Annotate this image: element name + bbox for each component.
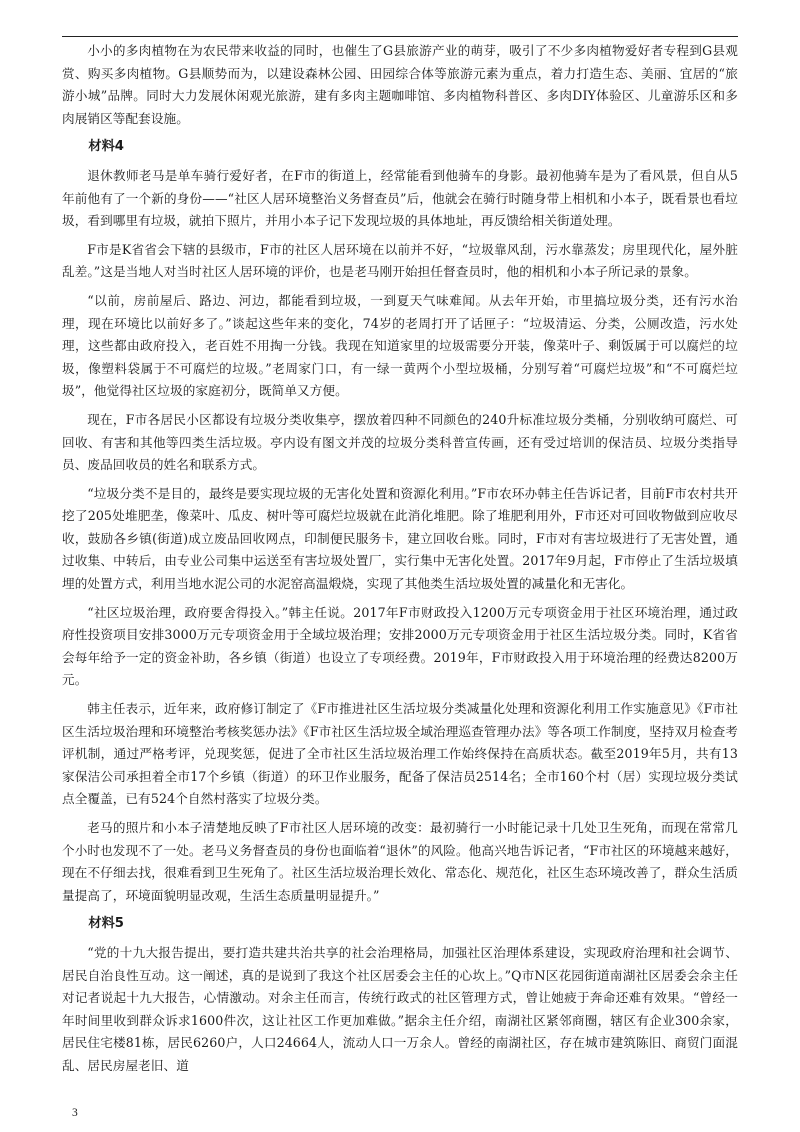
paragraph-intro: 小小的多肉植物在为农民带来收益的同时，也催生了G县旅游产业的萌芽，吸引了不少多肉植物爱好者专程到G县观赏、购买多肉植物。G县顺势而为，以建设森林公园、田园综合体等旅游元素为重点，着力打造生态、美丽、宜居的“旅游小城”品牌。同时大力发展休闲观光旅游，建有多肉主题咖啡馆、多肉植物科普区、多肉DIY体验区、儿童游乐区和多肉展销区等配套设施。 bbox=[62, 43, 738, 126]
paragraph: “以前，房前屋后、路边、河边，都能看到垃圾，一到夏天气味难闻。从去年开始，市里搞垃圾分类，还有污水治理，现在环境比以前好多了。”谈起这些年来的变化，74岁的老周打开了话匣子：“垃圾清运、分类，公厕改造，污水处理，这些都由政府投入，老百姓不用掏一分钱。我现在知道家里的垃圾需要分开装，像菜叶子、剩饭属于可以腐烂的垃圾，像塑料袋属于不可腐烂的垃圾。”老周家门口，有一绿一黄两个小型垃圾桶，分别写着“可腐烂垃圾”和“不可腐烂垃圾”，他觉得社区垃圾的家庭初分，既简单又方便。 bbox=[62, 292, 738, 399]
material-4-heading: 材料4 bbox=[88, 139, 124, 155]
paragraph: “党的十九大报告提出，要打造共建共治共享的社会治理格局，加强社区治理体系建设，实现政府治理和社会调节、居民自治良性互动。这一阐述，真的是说到了我这个社区居委会主任的心坎上。”Q市N区花园街道南湖社区居委会余主任对记者说起十九大报告，心情激动。对余主任而言，传统行政式的社区管理方式，曾让她疲于奔命还难有效果。“曾经一年时间里收到群众诉求1600件次，这让社区工作更加难做。”据余主任介绍，南湖社区紧邻商圈，辖区有企业300余家，居民住宅楼81栋，居民6260户，人口24664人，流动人口一万余人。曾经的南湖社区，存在城市建筑陈旧、商贸门面混乱、居民房屋老旧、道 bbox=[62, 944, 738, 1073]
page-number: 3 bbox=[72, 1107, 78, 1119]
paragraph: 老马的照片和小本子清楚地反映了F市社区人居环境的改变：最初骑行一小时能记录十几处卫生死角，而现在常常几个小时也发现不了一处。老马义务督查员的身份也面临着“退休”的风险。他高兴地告诉记者，“F市社区的环境越来越好，现在不仔细去找，很难看到卫生死角了。社区生活垃圾治理长效化、常态化、规范化，社区生态环境改善了，群众生活质量提高了，环境面貌明显改观，生活生态质量明显提升。” bbox=[62, 820, 738, 903]
paragraph: 退休教师老马是单车骑行爱好者，在F市的街道上，经常能看到他骑车的身影。最初他骑车是为了看风景，但自从5年前他有了一个新的身份——“社区人居环境整治义务督查员”后，他就会在骑行时随身带上相机和小本子，既看景也看垃圾，看到哪里有垃圾，就拍下照片，并用小本子记下发现垃圾的具体地址，再反馈给相关街道处理。 bbox=[62, 167, 738, 229]
page-content bbox=[62, 40, 738, 1078]
header-rule bbox=[62, 36, 738, 37]
paragraph: 现在，F市各居民小区都设有垃圾分类收集亭，摆放着四种不同颜色的240升标准垃圾分类桶，分别收纳可腐烂、可回收、有害和其他等四类生活垃圾。亭内设有图文并茂的垃圾分类科普宣传画，还有受过培训的保洁员、垃圾分类指导员、废品回收员的姓名和联系方式。 bbox=[62, 411, 738, 473]
paragraph: “垃圾分类不是目的，最终是要实现垃圾的无害化处置和资源化利用。”F市农环办韩主任告诉记者，目前F市农村共开挖了205处堆肥垄，像菜叶、瓜皮、树叶等可腐烂垃圾就在此消化堆肥。除了堆肥利用外，F市还对可回收物做到应收尽收，鼓励各乡镇(街道)成立废品回收网点，印制便民服务卡，建立回收台账。同时，F市对有害垃圾进行了无害处置，通过收集、中转后，由专业公司集中运送至有害垃圾处置厂，实行集中无害化处置。2017年9月起，F市停止了生活垃圾填埋的处置方式，利用当地水泥公司的水泥窑高温煅烧，实现了其他类生活垃圾处置的减量化和无害化。 bbox=[62, 485, 738, 592]
paragraph: 韩主任表示，近年来，政府修订制定了《F市推进社区生活垃圾分类减量化处理和资源化利用工作实施意见》《F市社区生活垃圾治理和环境整治考核奖惩办法》《F市社区生活垃圾全域治理巡查管理办法》等各项工作制度，坚持双月检查考评机制，通过严格考评，兑现奖惩，促进了全市社区生活垃圾治理工作始终保持在高质状态。截至2019年5月，共有13家保洁公司承担着全市17个乡镇（街道）的环卫作业服务，配备了保洁员2514名；全市160个村（居）实现垃圾分类试点全覆盖，已有524个自然村落实了垃圾分类。 bbox=[62, 701, 738, 807]
paragraph: F市是K省省会下辖的县级市，F市的社区人居环境在以前并不好，“垃圾靠风刮，污水靠蒸发；房里现代化，屋外脏乱差。”这是当地人对当时社区人居环境的评价，也是老马刚开始担任督查员时，他的相机和小本子所记录的景象。 bbox=[62, 241, 738, 280]
material-5-heading: 材料5 bbox=[88, 916, 124, 932]
paragraph: “社区垃圾治理，政府要舍得投入。”韩主任说。2017年F市财政投入1200万元专项资金用于社区环境治理，通过政府性投资项目安排3000万元专项资金用于全域垃圾治理；安排2000万元专项资金用于社区生活垃圾分类。同时，K省省会每年给予一定的资金补助，各乡镇（街道）也设立了专项经费。2019年，F市财政投入用于环境治理的经费达8200万元。 bbox=[62, 604, 738, 688]
